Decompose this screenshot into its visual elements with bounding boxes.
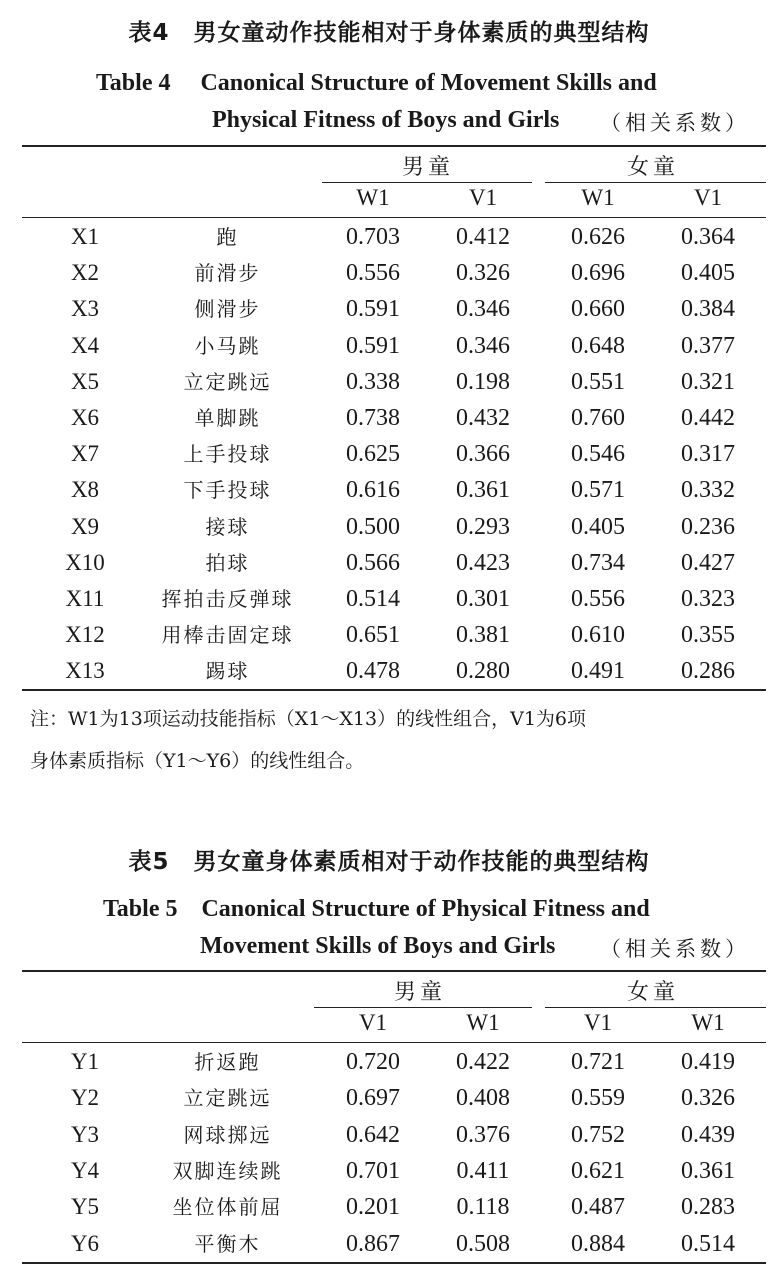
row-code: X13 (65, 658, 105, 684)
table-row (0, 328, 778, 364)
row-value: 0.338 (346, 368, 400, 395)
table4-en-title-line2: Physical Fitness of Boys and Girls (212, 107, 560, 133)
row-value: 0.377 (681, 332, 735, 359)
row-value: 0.500 (346, 513, 400, 540)
row-indicator-name: 下手投球 (183, 478, 272, 503)
table-row (0, 1189, 778, 1225)
row-value: 0.118 (456, 1194, 510, 1221)
row-value: 0.703 (346, 224, 400, 250)
row-value: 0.616 (346, 477, 400, 504)
table4-subheader: V1 (468, 185, 498, 210)
row-value: 0.752 (571, 1121, 625, 1148)
table5-top-rule (22, 970, 766, 972)
row-value: 0.286 (681, 658, 735, 685)
table-row (0, 255, 778, 291)
row-indicator-name: 接球 (205, 514, 250, 539)
row-value: 0.326 (456, 260, 510, 287)
table-row (0, 653, 778, 689)
table5-subheader: W1 (691, 1010, 725, 1035)
table4-girls-group-rule (545, 182, 766, 183)
row-value: 0.625 (346, 441, 400, 468)
row-value: 0.366 (456, 441, 510, 468)
row-value: 0.867 (346, 1230, 400, 1257)
row-code: Y2 (70, 1085, 100, 1111)
row-code: X10 (65, 549, 105, 575)
row-code: Y4 (70, 1157, 100, 1183)
table5-en-title-line1: Table 5 Canonical Structure of Physical Fitness and (103, 896, 650, 922)
table4-top-rule (22, 145, 766, 147)
row-value: 0.317 (681, 441, 735, 468)
row-value: 0.432 (456, 405, 510, 431)
row-value: 0.323 (681, 586, 735, 612)
row-value: 0.738 (346, 405, 400, 431)
table4-note-line1: 注：W1为13项运动技能指标（X1～X13）的线性组合，V1为6项 (30, 708, 587, 730)
table-row (0, 472, 778, 508)
row-indicator-name: 立定跳远 (183, 369, 272, 394)
row-code: Y1 (70, 1049, 100, 1074)
row-value: 0.648 (571, 332, 625, 359)
row-value: 0.660 (571, 296, 625, 323)
row-value: 0.697 (346, 1085, 400, 1112)
row-value: 0.591 (346, 296, 400, 323)
table5-group-boys: 男童 (393, 980, 446, 1005)
table4-boys-group-rule (322, 182, 532, 183)
row-code: X1 (70, 224, 100, 249)
table-row (0, 1117, 778, 1153)
row-value: 0.760 (571, 405, 625, 431)
row-indicator-name: 前滑步 (194, 261, 261, 286)
row-value: 0.721 (571, 1049, 625, 1075)
table5-subheader: V1 (583, 1010, 613, 1035)
row-code: X4 (70, 332, 100, 358)
table-row (0, 436, 778, 472)
table5-girls-group-rule (545, 1007, 766, 1008)
row-indicator-name: 双脚连续跳 (172, 1158, 283, 1183)
row-value: 0.551 (571, 368, 625, 395)
row-value: 0.408 (456, 1085, 510, 1112)
row-value: 0.514 (346, 586, 400, 612)
row-value: 0.621 (571, 1157, 625, 1184)
row-value: 0.384 (681, 296, 735, 323)
table5-unit: （相关系数） (600, 937, 750, 961)
row-code: X5 (70, 368, 100, 394)
row-value: 0.720 (346, 1049, 400, 1075)
row-value: 0.332 (681, 477, 735, 504)
row-value: 0.355 (681, 622, 735, 649)
row-value: 0.566 (346, 549, 400, 576)
table4-subheader: W1 (581, 185, 615, 210)
row-value: 0.280 (456, 658, 510, 685)
row-value: 0.642 (346, 1121, 400, 1148)
row-indicator-name: 用棒击固定球 (161, 623, 294, 648)
row-code: Y5 (70, 1194, 100, 1220)
row-value: 0.236 (681, 513, 735, 540)
table-row (0, 581, 778, 617)
row-value: 0.442 (681, 405, 735, 431)
row-value: 0.610 (571, 622, 625, 649)
table-row (0, 1226, 778, 1262)
table5-cn-title: 表5 男女童身体素质相对于动作技能的典型结构 (128, 849, 650, 875)
table-row (0, 400, 778, 436)
row-value: 0.546 (571, 441, 625, 468)
row-code: X11 (65, 586, 105, 611)
row-value: 0.487 (571, 1194, 625, 1221)
table-row (0, 509, 778, 545)
row-code: X6 (70, 405, 100, 430)
row-value: 0.411 (456, 1157, 510, 1184)
row-value: 0.571 (571, 477, 625, 504)
table5-subheader: W1 (466, 1010, 500, 1035)
row-value: 0.651 (346, 622, 400, 649)
row-indicator-name: 立定跳远 (183, 1086, 272, 1111)
row-value: 0.376 (456, 1121, 510, 1148)
row-indicator-name: 单脚跳 (194, 406, 261, 430)
row-value: 0.427 (681, 549, 735, 576)
row-code: X2 (70, 260, 100, 286)
table-row (0, 1044, 778, 1080)
row-indicator-name: 跑 (216, 225, 239, 249)
table5-bottom-rule (22, 1262, 766, 1264)
row-value: 0.361 (681, 1157, 735, 1184)
table5-boys-group-rule (314, 1007, 532, 1008)
row-value: 0.346 (456, 296, 510, 323)
row-indicator-name: 挥拍击反弹球 (161, 587, 294, 611)
row-value: 0.346 (456, 332, 510, 359)
row-indicator-name: 上手投球 (183, 442, 272, 467)
table-row (0, 364, 778, 400)
table4-subheader: V1 (693, 185, 723, 210)
row-value: 0.293 (456, 513, 510, 540)
row-indicator-name: 小马跳 (194, 333, 261, 358)
row-code: Y3 (70, 1121, 100, 1147)
row-value: 0.412 (456, 224, 510, 250)
row-value: 0.559 (571, 1085, 625, 1112)
row-value: 0.478 (346, 658, 400, 685)
row-value: 0.626 (571, 224, 625, 250)
table4-en-title-line1: Table 4 Canonical Structure of Movement Skills and (96, 70, 657, 96)
row-value: 0.419 (681, 1049, 735, 1075)
row-value: 0.326 (681, 1085, 735, 1112)
table4-group-boys: 男童 (401, 155, 454, 180)
row-value: 0.405 (681, 260, 735, 287)
row-value: 0.361 (456, 477, 510, 504)
row-code: X9 (70, 513, 100, 539)
row-value: 0.696 (571, 260, 625, 287)
table4-header-rule (22, 217, 766, 218)
row-value: 0.556 (346, 260, 400, 287)
table-row (0, 1080, 778, 1116)
row-code: X7 (70, 441, 100, 467)
row-code: X12 (65, 622, 105, 648)
row-code: X3 (70, 296, 100, 322)
row-indicator-name: 拍球 (205, 550, 250, 575)
row-indicator-name: 网球掷远 (183, 1122, 272, 1147)
row-value: 0.508 (456, 1230, 510, 1257)
row-value: 0.556 (571, 586, 625, 612)
row-value: 0.884 (571, 1230, 625, 1257)
row-value: 0.439 (681, 1121, 735, 1148)
row-value: 0.701 (346, 1157, 400, 1184)
row-value: 0.422 (456, 1049, 510, 1075)
table4-group-girls: 女童 (626, 155, 679, 180)
row-indicator-name: 侧滑步 (194, 297, 261, 322)
table-row (0, 1153, 778, 1189)
table5-en-title-line2: Movement Skills of Boys and Girls (200, 933, 556, 959)
row-indicator-name: 平衡木 (194, 1231, 261, 1256)
table-row (0, 545, 778, 581)
row-indicator-name: 踢球 (205, 659, 250, 684)
row-indicator-name: 折返跑 (194, 1050, 261, 1074)
row-value: 0.514 (681, 1230, 735, 1257)
row-indicator-name: 坐位体前屈 (172, 1195, 283, 1220)
table5-subheader: V1 (358, 1010, 388, 1035)
row-value: 0.198 (456, 368, 510, 395)
row-value: 0.734 (571, 549, 625, 576)
row-value: 0.283 (681, 1194, 735, 1221)
row-value: 0.301 (456, 586, 510, 612)
table4-bottom-rule (22, 689, 766, 691)
row-value: 0.405 (571, 513, 625, 540)
row-value: 0.491 (571, 658, 625, 685)
row-value: 0.423 (456, 549, 510, 576)
row-value: 0.321 (681, 368, 735, 395)
row-code: Y6 (70, 1230, 100, 1256)
table4-unit: （相关系数） (600, 111, 750, 135)
table-row (0, 617, 778, 653)
table4-note-line2: 身体素质指标（Y1～Y6）的线性组合。 (30, 750, 365, 772)
table-row (0, 291, 778, 327)
row-value: 0.381 (456, 622, 510, 649)
table4-subheader: W1 (356, 185, 390, 210)
table5-header-rule (22, 1042, 766, 1043)
row-value: 0.591 (346, 332, 400, 359)
row-value: 0.364 (681, 224, 735, 250)
row-code: X8 (70, 477, 100, 503)
table-row (0, 219, 778, 255)
table4-cn-title: 表4 男女童动作技能相对于身体素质的典型结构 (128, 20, 650, 46)
row-value: 0.201 (346, 1194, 400, 1221)
table5-group-girls: 女童 (626, 980, 679, 1005)
